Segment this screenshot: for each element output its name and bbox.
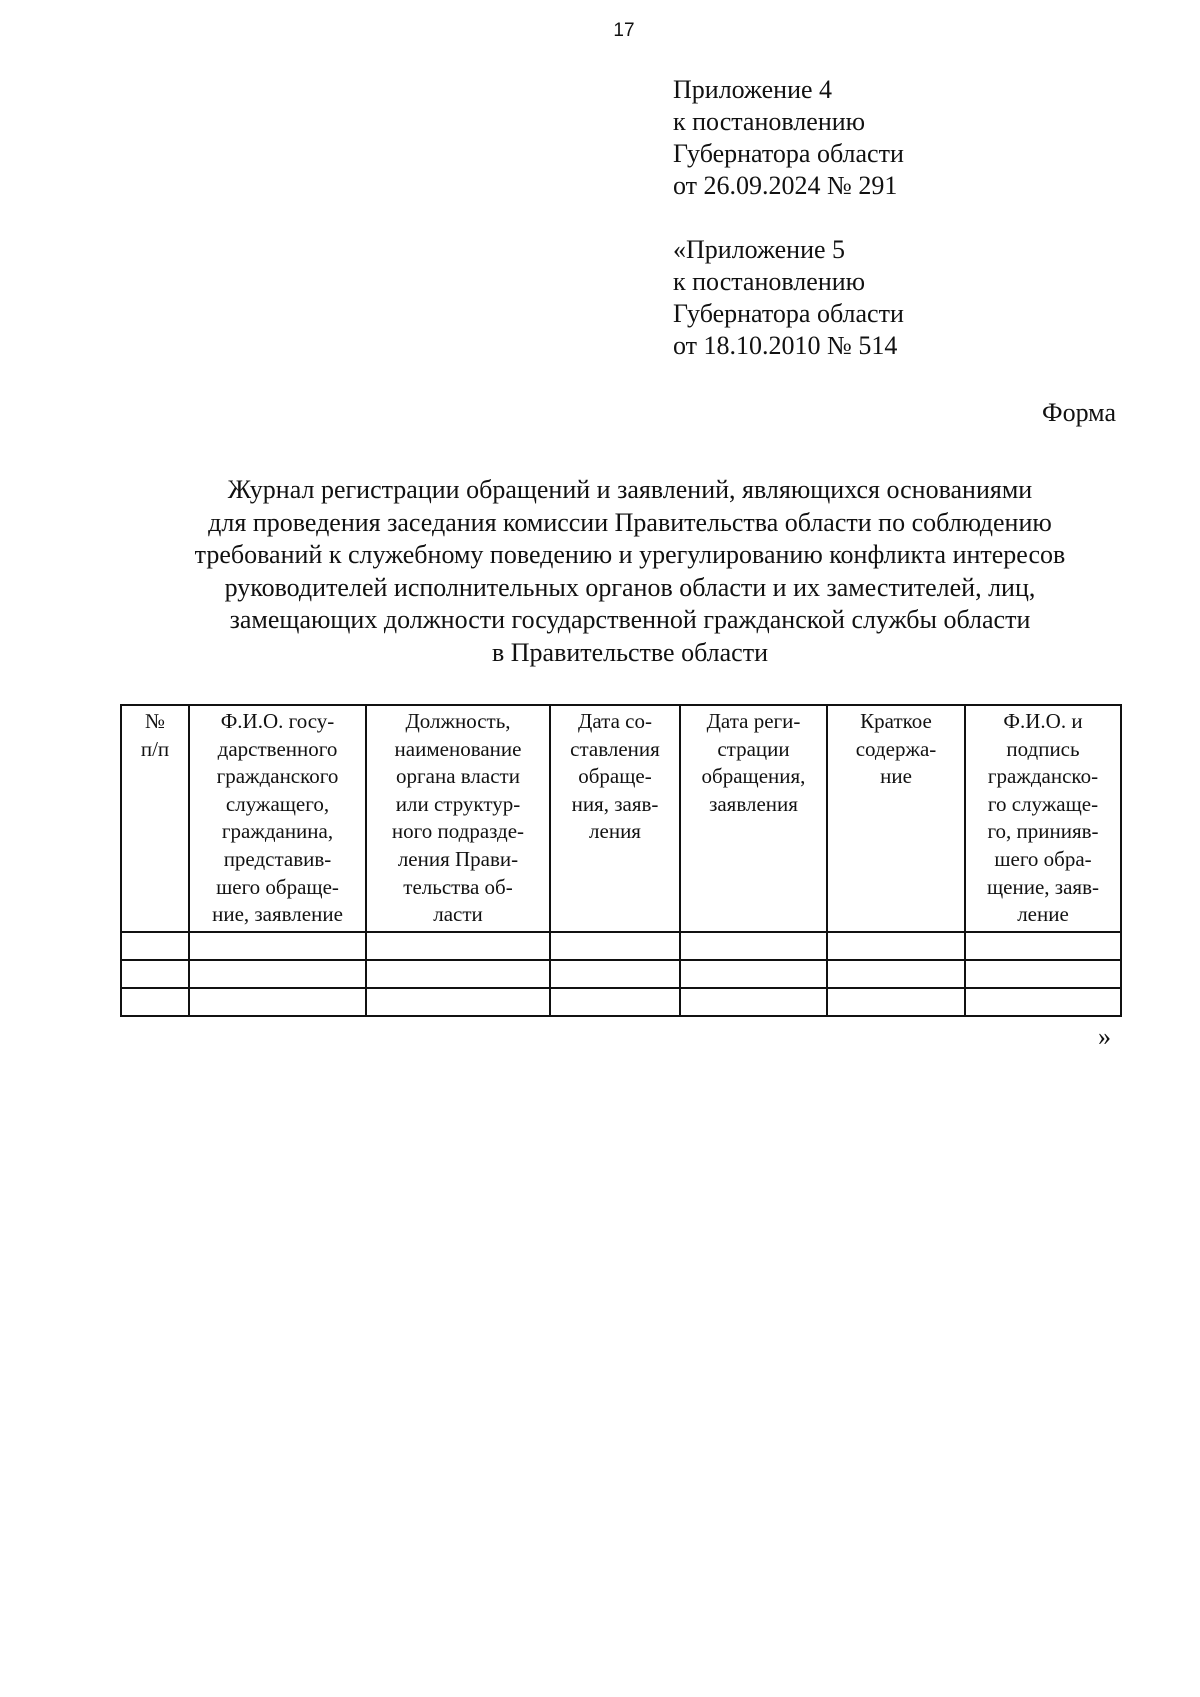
appendix-reference-current — [673, 74, 904, 202]
appendix-reference-original — [673, 234, 904, 362]
page-number: 17 — [613, 20, 635, 41]
table-cell — [680, 988, 827, 1016]
table-cell — [366, 988, 550, 1016]
table-row — [121, 932, 1121, 960]
column-header-compilation-date: Дата со- ставления обраще- ния, заяв- ления — [550, 705, 680, 932]
table-cell — [827, 960, 965, 988]
column-header-receiver-signature: Ф.И.О. и подпись гражданско- го служаще- го, принияв- шего обра- щение, заяв- ление — [965, 705, 1121, 932]
appendix-line: от 18.10.2010 № 514 — [673, 331, 898, 360]
appendix-line: Приложение 4 — [673, 75, 833, 104]
title-line: в Правительстве области — [492, 637, 768, 667]
table-cell — [827, 988, 965, 1016]
column-header-position: Должность, наименование органа власти или структур- ного подразде- ления Прави- тельства об- ласти — [366, 705, 550, 932]
table-cell — [189, 932, 366, 960]
appendix-line: к постановлению — [673, 107, 866, 136]
title-line: Журнал регистрации обращений и заявлений, являющихся основаниями — [227, 475, 1033, 504]
table-cell — [965, 988, 1121, 1016]
table-cell — [680, 932, 827, 960]
form-label: Форма — [1042, 398, 1116, 427]
table-cell — [550, 932, 680, 960]
table-row — [121, 988, 1121, 1016]
column-header-summary: Краткое содержа- ние — [827, 705, 965, 932]
appendix-line: «Приложение 5 — [673, 235, 846, 264]
table-cell — [550, 988, 680, 1016]
table-cell — [965, 932, 1121, 960]
table-cell — [189, 988, 366, 1016]
column-header-registration-date: Дата реги- страции обращения, заявления — [680, 705, 827, 932]
closing-quote-mark: » — [1098, 1022, 1111, 1051]
title-line: руководителей исполнительных органов области и их заместителей, лиц, — [224, 572, 1036, 602]
column-header-number: № п/п — [121, 705, 189, 932]
table-cell — [366, 960, 550, 988]
registration-journal-table — [120, 704, 1122, 1017]
appendix-line: к постановлению — [673, 267, 866, 296]
table-cell — [550, 960, 680, 988]
document-title — [100, 474, 1160, 669]
appendix-line: от 26.09.2024 № 291 — [673, 171, 898, 200]
table-cell — [189, 960, 366, 988]
title-line: требований к служебному поведению и урегулированию конфликта интересов — [194, 540, 1066, 569]
column-header-applicant-name: Ф.И.О. госу- дарственного гражданского служащего, гражданина, представив- шего обраще- ние, заявление — [189, 705, 366, 932]
title-line: для проведения заседания комиссии Правительства области по соблюдению — [208, 507, 1052, 537]
table-cell — [121, 960, 189, 988]
table-cell — [366, 932, 550, 960]
table-cell — [827, 932, 965, 960]
table-row — [121, 960, 1121, 988]
table-header-row — [121, 705, 1121, 932]
appendix-line: Губернатора области — [673, 139, 904, 168]
table-cell — [121, 988, 189, 1016]
title-line: замещающих должности государственной гражданской службы области — [229, 605, 1031, 634]
appendix-line: Губернатора области — [673, 299, 904, 328]
table-cell — [121, 932, 189, 960]
table-cell — [965, 960, 1121, 988]
table-cell — [680, 960, 827, 988]
